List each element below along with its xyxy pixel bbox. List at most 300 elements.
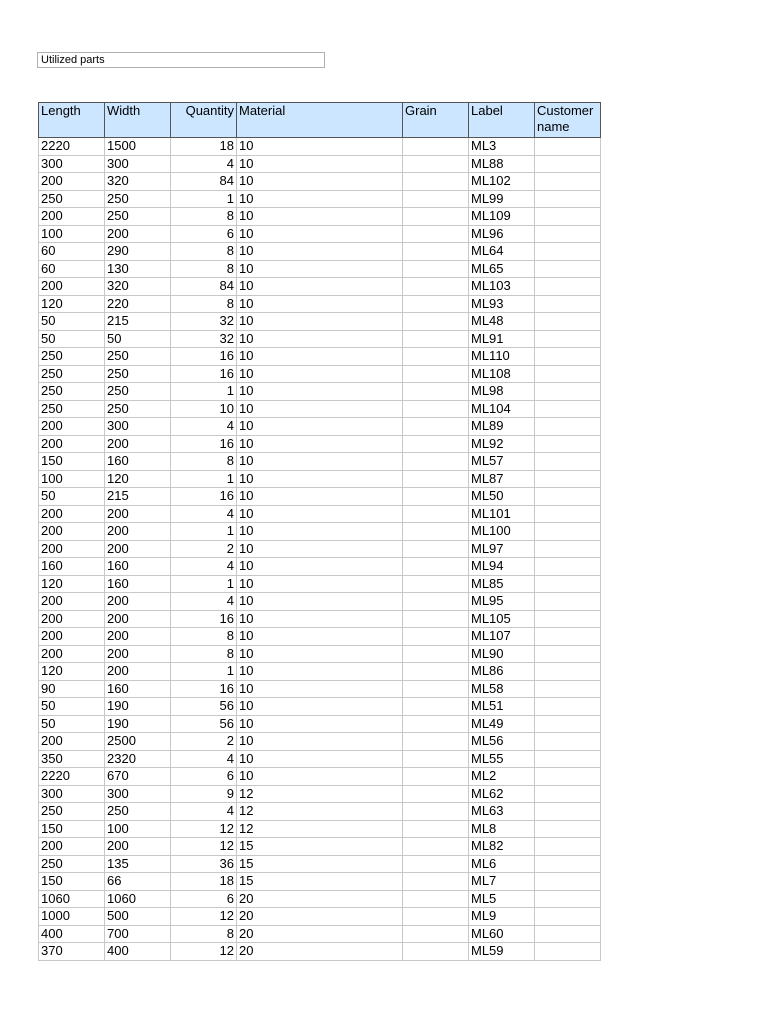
cell-customer-name xyxy=(535,628,601,646)
cell-customer-name xyxy=(535,768,601,786)
cell-label: ML90 xyxy=(469,645,535,663)
cell-quantity: 8 xyxy=(171,925,237,943)
cell-customer-name xyxy=(535,785,601,803)
table-row xyxy=(39,243,601,261)
cell-quantity: 18 xyxy=(171,138,237,156)
cell-length: 150 xyxy=(39,453,105,471)
cell-width: 50 xyxy=(105,330,171,348)
cell-grain xyxy=(403,418,469,436)
cell-customer-name xyxy=(535,488,601,506)
cell-customer-name xyxy=(535,645,601,663)
cell-grain xyxy=(403,453,469,471)
table-row xyxy=(39,348,601,366)
cell-length: 90 xyxy=(39,680,105,698)
cell-quantity: 6 xyxy=(171,890,237,908)
cell-quantity: 12 xyxy=(171,943,237,961)
cell-customer-name xyxy=(535,225,601,243)
cell-grain xyxy=(403,243,469,261)
cell-material: 10 xyxy=(237,698,403,716)
cell-material: 10 xyxy=(237,435,403,453)
cell-label: ML99 xyxy=(469,190,535,208)
table-row xyxy=(39,785,601,803)
cell-width: 215 xyxy=(105,313,171,331)
cell-label: ML58 xyxy=(469,680,535,698)
cell-grain xyxy=(403,488,469,506)
cell-material: 10 xyxy=(237,208,403,226)
cell-grain xyxy=(403,943,469,961)
cell-quantity: 4 xyxy=(171,558,237,576)
cell-material: 10 xyxy=(237,348,403,366)
cell-material: 10 xyxy=(237,190,403,208)
table-row xyxy=(39,488,601,506)
cell-quantity: 8 xyxy=(171,645,237,663)
table-row xyxy=(39,803,601,821)
cell-customer-name xyxy=(535,680,601,698)
table-row xyxy=(39,908,601,926)
table-row xyxy=(39,558,601,576)
cell-label: ML89 xyxy=(469,418,535,436)
cell-customer-name xyxy=(535,330,601,348)
cell-label: ML51 xyxy=(469,698,535,716)
cell-quantity: 8 xyxy=(171,453,237,471)
cell-grain xyxy=(403,190,469,208)
cell-customer-name xyxy=(535,260,601,278)
cell-grain xyxy=(403,523,469,541)
cell-customer-name xyxy=(535,435,601,453)
cell-length: 50 xyxy=(39,488,105,506)
cell-grain xyxy=(403,785,469,803)
cell-length: 200 xyxy=(39,593,105,611)
cell-grain xyxy=(403,610,469,628)
cell-material: 10 xyxy=(237,628,403,646)
cell-quantity: 16 xyxy=(171,680,237,698)
cell-quantity: 1 xyxy=(171,575,237,593)
cell-width: 250 xyxy=(105,803,171,821)
cell-grain xyxy=(403,558,469,576)
cell-customer-name xyxy=(535,348,601,366)
table-row xyxy=(39,680,601,698)
cell-width: 250 xyxy=(105,383,171,401)
cell-quantity: 8 xyxy=(171,295,237,313)
cell-customer-name xyxy=(535,295,601,313)
cell-customer-name xyxy=(535,610,601,628)
cell-label: ML107 xyxy=(469,628,535,646)
cell-customer-name xyxy=(535,820,601,838)
cell-length: 60 xyxy=(39,260,105,278)
cell-material: 20 xyxy=(237,890,403,908)
cell-length: 200 xyxy=(39,208,105,226)
cell-grain xyxy=(403,138,469,156)
cell-material: 20 xyxy=(237,943,403,961)
cell-width: 160 xyxy=(105,558,171,576)
table-row xyxy=(39,190,601,208)
cell-quantity: 12 xyxy=(171,908,237,926)
cell-length: 400 xyxy=(39,925,105,943)
table-row xyxy=(39,873,601,891)
cell-grain xyxy=(403,278,469,296)
cell-grain xyxy=(403,295,469,313)
cell-grain xyxy=(403,855,469,873)
cell-width: 190 xyxy=(105,698,171,716)
cell-grain xyxy=(403,925,469,943)
cell-label: ML50 xyxy=(469,488,535,506)
cell-grain xyxy=(403,838,469,856)
column-header-quantity: Quantity xyxy=(171,103,237,138)
cell-grain xyxy=(403,383,469,401)
cell-grain xyxy=(403,820,469,838)
cell-quantity: 16 xyxy=(171,488,237,506)
cell-quantity: 1 xyxy=(171,190,237,208)
cell-grain xyxy=(403,348,469,366)
cell-customer-name xyxy=(535,278,601,296)
cell-width: 700 xyxy=(105,925,171,943)
cell-material: 10 xyxy=(237,295,403,313)
cell-length: 200 xyxy=(39,628,105,646)
column-header-length: Length xyxy=(39,103,105,138)
table-row xyxy=(39,278,601,296)
cell-label: ML103 xyxy=(469,278,535,296)
cell-material: 10 xyxy=(237,663,403,681)
cell-grain xyxy=(403,733,469,751)
cell-material: 10 xyxy=(237,383,403,401)
cell-customer-name xyxy=(535,750,601,768)
cell-length: 200 xyxy=(39,505,105,523)
cell-length: 370 xyxy=(39,943,105,961)
cell-quantity: 9 xyxy=(171,785,237,803)
cell-customer-name xyxy=(535,155,601,173)
cell-width: 66 xyxy=(105,873,171,891)
table-row xyxy=(39,313,601,331)
cell-customer-name xyxy=(535,838,601,856)
cell-width: 220 xyxy=(105,295,171,313)
cell-grain xyxy=(403,680,469,698)
cell-width: 130 xyxy=(105,260,171,278)
cell-width: 200 xyxy=(105,593,171,611)
cell-quantity: 4 xyxy=(171,155,237,173)
cell-grain xyxy=(403,505,469,523)
cell-quantity: 1 xyxy=(171,470,237,488)
table-row xyxy=(39,733,601,751)
cell-quantity: 4 xyxy=(171,750,237,768)
cell-length: 250 xyxy=(39,365,105,383)
cell-label: ML98 xyxy=(469,383,535,401)
cell-quantity: 1 xyxy=(171,383,237,401)
cell-material: 10 xyxy=(237,278,403,296)
cell-quantity: 6 xyxy=(171,768,237,786)
cell-width: 200 xyxy=(105,435,171,453)
cell-label: ML86 xyxy=(469,663,535,681)
cell-quantity: 36 xyxy=(171,855,237,873)
table-row xyxy=(39,523,601,541)
table-row xyxy=(39,418,601,436)
table-row xyxy=(39,855,601,873)
cell-width: 250 xyxy=(105,190,171,208)
cell-label: ML91 xyxy=(469,330,535,348)
cell-length: 120 xyxy=(39,575,105,593)
cell-material: 10 xyxy=(237,330,403,348)
cell-material: 10 xyxy=(237,593,403,611)
table-row xyxy=(39,365,601,383)
cell-quantity: 4 xyxy=(171,803,237,821)
cell-material: 10 xyxy=(237,715,403,733)
cell-grain xyxy=(403,575,469,593)
cell-grain xyxy=(403,365,469,383)
cell-customer-name xyxy=(535,873,601,891)
cell-grain xyxy=(403,470,469,488)
cell-grain xyxy=(403,750,469,768)
table-row xyxy=(39,295,601,313)
utilized-parts-table xyxy=(38,102,601,961)
cell-width: 160 xyxy=(105,453,171,471)
cell-width: 160 xyxy=(105,575,171,593)
cell-label: ML2 xyxy=(469,768,535,786)
cell-length: 1060 xyxy=(39,890,105,908)
cell-label: ML63 xyxy=(469,803,535,821)
cell-length: 60 xyxy=(39,243,105,261)
cell-quantity: 12 xyxy=(171,838,237,856)
table-row xyxy=(39,698,601,716)
cell-grain xyxy=(403,540,469,558)
table-row xyxy=(39,400,601,418)
cell-label: ML62 xyxy=(469,785,535,803)
cell-length: 200 xyxy=(39,435,105,453)
table-row xyxy=(39,838,601,856)
cell-label: ML88 xyxy=(469,155,535,173)
cell-width: 120 xyxy=(105,470,171,488)
table-row xyxy=(39,540,601,558)
cell-length: 250 xyxy=(39,855,105,873)
cell-length: 200 xyxy=(39,540,105,558)
cell-width: 200 xyxy=(105,505,171,523)
cell-customer-name xyxy=(535,383,601,401)
cell-material: 10 xyxy=(237,225,403,243)
cell-material: 15 xyxy=(237,838,403,856)
cell-grain xyxy=(403,873,469,891)
table-row xyxy=(39,208,601,226)
cell-grain xyxy=(403,645,469,663)
cell-customer-name xyxy=(535,715,601,733)
table-row xyxy=(39,435,601,453)
table-row xyxy=(39,925,601,943)
cell-length: 250 xyxy=(39,383,105,401)
cell-quantity: 2 xyxy=(171,733,237,751)
cell-material: 10 xyxy=(237,488,403,506)
cell-quantity: 32 xyxy=(171,313,237,331)
cell-length: 350 xyxy=(39,750,105,768)
cell-label: ML108 xyxy=(469,365,535,383)
cell-length: 120 xyxy=(39,295,105,313)
cell-material: 10 xyxy=(237,610,403,628)
table-row xyxy=(39,173,601,191)
column-header-material: Material xyxy=(237,103,403,138)
cell-width: 320 xyxy=(105,173,171,191)
cell-customer-name xyxy=(535,400,601,418)
cell-material: 10 xyxy=(237,768,403,786)
cell-material: 10 xyxy=(237,260,403,278)
cell-label: ML87 xyxy=(469,470,535,488)
cell-material: 10 xyxy=(237,750,403,768)
cell-quantity: 16 xyxy=(171,348,237,366)
cell-customer-name xyxy=(535,890,601,908)
cell-customer-name xyxy=(535,365,601,383)
cell-label: ML100 xyxy=(469,523,535,541)
cell-quantity: 32 xyxy=(171,330,237,348)
cell-length: 50 xyxy=(39,715,105,733)
cell-material: 10 xyxy=(237,400,403,418)
cell-quantity: 10 xyxy=(171,400,237,418)
cell-material: 12 xyxy=(237,820,403,838)
cell-width: 320 xyxy=(105,278,171,296)
cell-grain xyxy=(403,908,469,926)
cell-width: 300 xyxy=(105,155,171,173)
cell-quantity: 8 xyxy=(171,243,237,261)
cell-length: 250 xyxy=(39,190,105,208)
table-row xyxy=(39,715,601,733)
cell-length: 2220 xyxy=(39,768,105,786)
cell-material: 12 xyxy=(237,785,403,803)
cell-customer-name xyxy=(535,663,601,681)
cell-customer-name xyxy=(535,138,601,156)
cell-length: 100 xyxy=(39,470,105,488)
cell-material: 10 xyxy=(237,155,403,173)
cell-label: ML56 xyxy=(469,733,535,751)
cell-label: ML6 xyxy=(469,855,535,873)
cell-customer-name xyxy=(535,243,601,261)
cell-length: 200 xyxy=(39,733,105,751)
cell-quantity: 4 xyxy=(171,418,237,436)
cell-length: 100 xyxy=(39,225,105,243)
cell-quantity: 1 xyxy=(171,523,237,541)
cell-label: ML109 xyxy=(469,208,535,226)
table-row xyxy=(39,593,601,611)
cell-width: 670 xyxy=(105,768,171,786)
cell-width: 200 xyxy=(105,540,171,558)
column-header-width: Width xyxy=(105,103,171,138)
cell-label: ML92 xyxy=(469,435,535,453)
cell-customer-name xyxy=(535,908,601,926)
cell-quantity: 1 xyxy=(171,663,237,681)
cell-grain xyxy=(403,400,469,418)
cell-length: 50 xyxy=(39,330,105,348)
cell-width: 250 xyxy=(105,208,171,226)
cell-material: 10 xyxy=(237,243,403,261)
cell-width: 200 xyxy=(105,610,171,628)
cell-material: 10 xyxy=(237,138,403,156)
cell-label: ML110 xyxy=(469,348,535,366)
cell-label: ML96 xyxy=(469,225,535,243)
cell-customer-name xyxy=(535,470,601,488)
cell-label: ML101 xyxy=(469,505,535,523)
cell-length: 1000 xyxy=(39,908,105,926)
cell-label: ML82 xyxy=(469,838,535,856)
cell-label: ML65 xyxy=(469,260,535,278)
cell-grain xyxy=(403,208,469,226)
table-row xyxy=(39,820,601,838)
table-row xyxy=(39,260,601,278)
cell-label: ML104 xyxy=(469,400,535,418)
cell-material: 10 xyxy=(237,453,403,471)
cell-label: ML8 xyxy=(469,820,535,838)
cell-customer-name xyxy=(535,523,601,541)
cell-material: 10 xyxy=(237,365,403,383)
cell-length: 160 xyxy=(39,558,105,576)
cell-length: 300 xyxy=(39,155,105,173)
cell-quantity: 56 xyxy=(171,698,237,716)
cell-length: 200 xyxy=(39,645,105,663)
cell-customer-name xyxy=(535,540,601,558)
cell-label: ML49 xyxy=(469,715,535,733)
cell-label: ML9 xyxy=(469,908,535,926)
cell-material: 20 xyxy=(237,925,403,943)
cell-label: ML102 xyxy=(469,173,535,191)
cell-customer-name xyxy=(535,803,601,821)
cell-width: 500 xyxy=(105,908,171,926)
cell-customer-name xyxy=(535,173,601,191)
cell-grain xyxy=(403,593,469,611)
table-row xyxy=(39,155,601,173)
cell-customer-name xyxy=(535,698,601,716)
cell-width: 2320 xyxy=(105,750,171,768)
cell-customer-name xyxy=(535,575,601,593)
cell-grain xyxy=(403,155,469,173)
cell-customer-name xyxy=(535,418,601,436)
cell-width: 200 xyxy=(105,838,171,856)
cell-label: ML64 xyxy=(469,243,535,261)
cell-label: ML48 xyxy=(469,313,535,331)
table-row xyxy=(39,225,601,243)
table-row xyxy=(39,943,601,961)
cell-quantity: 16 xyxy=(171,435,237,453)
cell-label: ML5 xyxy=(469,890,535,908)
cell-length: 250 xyxy=(39,400,105,418)
cell-width: 200 xyxy=(105,628,171,646)
cell-material: 20 xyxy=(237,908,403,926)
cell-grain xyxy=(403,803,469,821)
cell-label: ML7 xyxy=(469,873,535,891)
cell-quantity: 4 xyxy=(171,505,237,523)
cell-width: 200 xyxy=(105,225,171,243)
table-row xyxy=(39,470,601,488)
cell-length: 50 xyxy=(39,698,105,716)
cell-label: ML85 xyxy=(469,575,535,593)
cell-width: 135 xyxy=(105,855,171,873)
cell-width: 200 xyxy=(105,645,171,663)
cell-material: 10 xyxy=(237,523,403,541)
cell-material: 10 xyxy=(237,418,403,436)
cell-label: ML94 xyxy=(469,558,535,576)
cell-length: 300 xyxy=(39,785,105,803)
cell-quantity: 8 xyxy=(171,628,237,646)
cell-label: ML3 xyxy=(469,138,535,156)
cell-quantity: 84 xyxy=(171,278,237,296)
cell-material: 10 xyxy=(237,470,403,488)
cell-length: 200 xyxy=(39,610,105,628)
cell-width: 190 xyxy=(105,715,171,733)
cell-material: 10 xyxy=(237,540,403,558)
cell-width: 2500 xyxy=(105,733,171,751)
column-header-grain: Grain xyxy=(403,103,469,138)
cell-grain xyxy=(403,628,469,646)
cell-length: 200 xyxy=(39,418,105,436)
cell-quantity: 12 xyxy=(171,820,237,838)
cell-length: 250 xyxy=(39,348,105,366)
cell-grain xyxy=(403,225,469,243)
cell-label: ML57 xyxy=(469,453,535,471)
table-row xyxy=(39,383,601,401)
cell-customer-name xyxy=(535,208,601,226)
cell-label: ML95 xyxy=(469,593,535,611)
cell-customer-name xyxy=(535,733,601,751)
